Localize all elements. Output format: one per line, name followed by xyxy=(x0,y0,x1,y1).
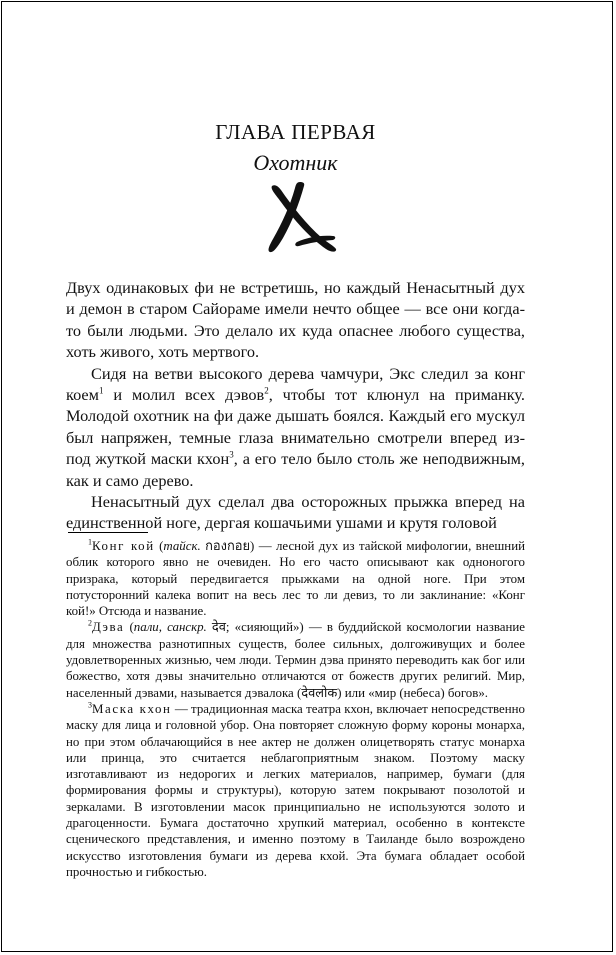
paragraph-2-part-b: и молил всех дэвов xyxy=(103,385,265,405)
brush-x-icon xyxy=(266,180,338,254)
footnote-ref-2: 2 xyxy=(264,385,269,396)
footnote-number: 3 xyxy=(88,700,92,710)
footnote-rule xyxy=(68,532,148,533)
footnote-separator: , xyxy=(158,620,168,635)
footnote-ref-3: 3 xyxy=(229,449,234,460)
paragraph-2 xyxy=(66,363,525,491)
footnote-headword: Конг кой xyxy=(92,539,155,553)
footnote-1 xyxy=(66,538,525,619)
footnote-headword: Маска кхон xyxy=(92,701,172,716)
paragraph-1: Двух одинаковых фи не встретишь, но каждый Ненасытный дух и демон в старом Сайораме имели нечто общее — все они когда-то были людьми. Это делало их куда опаснее любого существа, хоть живого, хоть мертвого. xyxy=(66,278,525,362)
footnote-language: тайск. xyxy=(163,539,201,553)
footnote-2 xyxy=(66,619,525,700)
footnote-text: ( xyxy=(154,539,164,553)
footnote-language: санскр. xyxy=(167,620,207,635)
footnote-text: — традиционная маска театра кхон, включает непосредственно маску для лица и головной убор. Она повторяет сложную форму короны монарха, но при этом облачающийся в нее актер не должен олицетворять статус монарха или принца, это считается неблагоприятным знаком. Поэтому маску изготавливают из недорогих и легких материалов, например, бумаги (для формирования формы и структуры), которую затем покрывают позолотой и зеркалами. В изготовлении масок принципиально не используются золото и драгоценности. Бумага достаточно хрупкий материал, особенно в контексте сценического представления, и именно поэтому в Таиланде было возрождено искусство изготовления бумаги из дерева кхой. Эта бумага обладает особой прочностью и гибкостью. xyxy=(66,701,525,879)
footnote-3 xyxy=(66,701,525,880)
chapter-heading: ГЛАВА ПЕРВАЯ xyxy=(215,120,376,144)
paragraph-2-part-c: , чтобы тот клюнул на приманку. Молодой охотник на фи даже дышать боялся. Каждый его мускул был напряжен, темные глаза внимательно смотрели вперед из-под жуткой маски кхон xyxy=(66,385,525,469)
paragraph-3: Ненасытный дух сделал два осторожных прыжка вперед на единственной ноге, дергая кошачьими ушами и крутя головой xyxy=(66,492,525,533)
footnote-number: 2 xyxy=(88,619,92,629)
footnote-language: пали xyxy=(133,620,159,635)
footnote-number: 1 xyxy=(88,537,92,547)
footnote-text: देव; «сияющий») — в буддийской космологии название для множества разнотипных существ, более сильных, долгоживущих и более удовлетворенных жизнью, чем люди. Термин дэва принято переводить как бог или божество, хотя дэвы значительно отличаются от божеств других религий. Мир, населенный дэвами, называется дэвалока (देवलोक) или «мир (небеса) богов». xyxy=(66,620,525,700)
chapter-title: Охотник xyxy=(253,150,338,175)
footnote-text: ( xyxy=(124,620,134,635)
footnote-headword: Дэва xyxy=(92,620,125,635)
footnotes xyxy=(66,538,525,880)
footnote-ref-1: 1 xyxy=(98,385,104,396)
chapter-body xyxy=(66,277,525,534)
paragraph-2-part-a: Сидя на ветви высокого дерева чамчури, Экс следил за конг коем xyxy=(66,363,525,405)
paragraph-2-part-d: , а его тело было столь же неподвижным, как и само дерево. xyxy=(66,449,526,490)
footnote-text: กองกอย) — лесной дух из тайской мифологии, внешний облик которого явно не очевиден. Но его часто описывают как одноногого призрака, который передвигается прыжками на одной ноге. При этом потусторонний калека вопит на весь лес то ли девиз, то ли заклинание: «Конг кой!» Отсюда и название. xyxy=(66,539,525,619)
